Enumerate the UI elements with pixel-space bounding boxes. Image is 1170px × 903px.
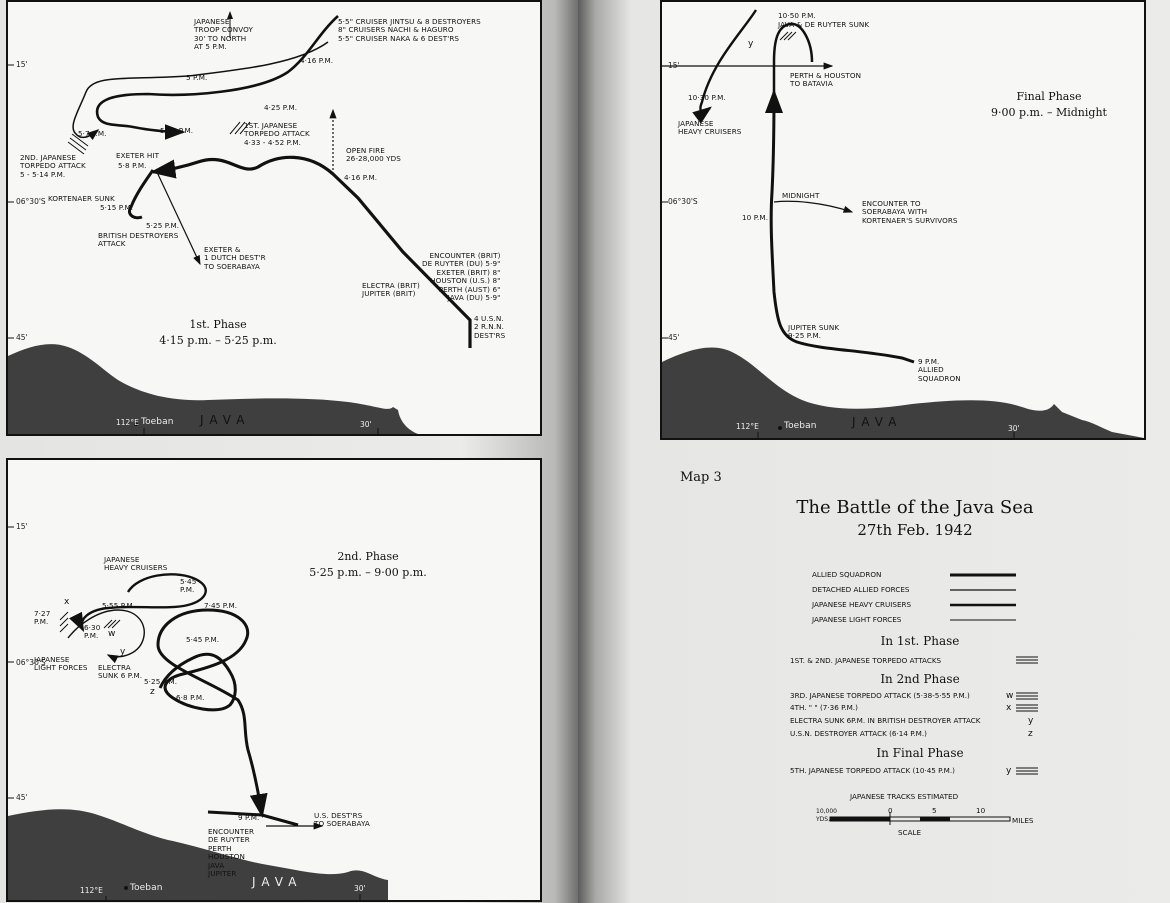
phase-2-title: 2nd. Phase [337, 550, 399, 563]
subtitle: 27th Feb. 1942 [857, 521, 973, 539]
map-phase-2-graphics [8, 460, 540, 900]
legend-phase2-key-w: w [1006, 691, 1014, 701]
t745-label: 7·45 P.M. [204, 601, 238, 610]
legend-phase2-key-x: x [1006, 703, 1012, 713]
kortenaer-label: KORTENAER SUNK [48, 194, 115, 203]
java-coastline [662, 347, 1144, 438]
w-label: w [108, 629, 116, 639]
usn-label: 4 U.S.N. 2 R.N.N. DEST'RS [474, 314, 506, 340]
map-final-phase [660, 0, 1146, 440]
lon-112-tick: 112°E [116, 418, 139, 427]
lat-45-tick: 45' [16, 333, 28, 342]
legend-japanese-light: JAPANESE LIGHT FORCES [812, 615, 902, 624]
lat-15-tick: 15' [16, 522, 28, 531]
exeter-detached-track [156, 170, 200, 264]
open-fire-label: OPEN FIRE 26-28,000 YDS [346, 146, 401, 164]
allied-squadron-track [771, 92, 914, 362]
legend-estimated: JAPANESE TRACKS ESTIMATED [850, 792, 959, 801]
lon-112-tick: 112°E [736, 422, 759, 431]
allied-list-label: ENCOUNTER (BRIT) DE RUYTER (DU) 5·9" EXETER (BRIT) 8" HOUSTON (U.S.) 8" PERTH (AUST) 6" JAVA (DU) 5·9" [422, 251, 501, 303]
map-phase-1 [6, 0, 542, 436]
scale-miles: MILES [1012, 816, 1034, 825]
midnight-label: MIDNIGHT [782, 191, 820, 200]
light-forces-label: JAPANESE LIGHT FORCES [34, 655, 88, 673]
lat-0630-tick: 06°30'S [668, 197, 698, 206]
t416a-label: 4·16 P.M. [300, 56, 334, 65]
legend-phase2-key-y: y [1028, 716, 1034, 726]
t9pm-label: 9 P.M. ALLIED SQUADRON [918, 357, 961, 383]
t1030-label: 10·30 P.M. [688, 93, 726, 102]
encounter-label: ENCOUNTER TO SOERABAYA WITH KORTENAER'S SURVIVORS [862, 199, 958, 225]
legend-phase2-row-y: ELECTRA SUNK 6P.M. IN BRITISH DESTROYER ATTACK [790, 716, 981, 725]
t1050-label: 10·50 P.M. [778, 11, 816, 20]
british-attack-label: BRITISH DESTROYERS ATTACK [98, 231, 179, 249]
t9pm-label: 9 P.M. [238, 813, 260, 822]
lat-0630-tick: 06°30'S [16, 658, 46, 667]
jupiter-sunk-label: JUPITER SUNK 9·25 P.M. [788, 323, 840, 341]
legend-final-row: 5TH. JAPANESE TORPEDO ATTACK (10·45 P.M.) [790, 766, 955, 775]
phase-1-title: 1st. Phase [189, 318, 247, 331]
t68-label: 6·8 P.M. [176, 693, 205, 702]
t555-label: 5·55 P.M. [102, 601, 136, 610]
legend-phase2-row-w: 3RD. JAPANESE TORPEDO ATTACK (5·38-5·55 P.M.) [790, 691, 970, 700]
legend-detached-allied: DETACHED ALLIED FORCES [812, 585, 910, 594]
legend-phase2-row-x: 4TH. " " (7·36 P.M.) [790, 703, 858, 712]
scale-label: SCALE [898, 828, 922, 837]
cruisers-label: 5·5" CRUISER JINTSU & 8 DESTROYERS 8" CRUISERS NACHI & HAGURO 5·5" CRUISER NAKA & 6 DEST'RS [338, 17, 481, 43]
legend-final-key: y [1006, 766, 1012, 776]
lon-112-tick: 112°E [80, 886, 103, 895]
electra-jupiter-label: ELECTRA (BRIT) JUPITER (BRIT) [362, 281, 420, 299]
t58-label: 5·8 P.M. [118, 161, 147, 170]
toeban-label: Toeban [784, 421, 817, 431]
left-page [0, 0, 578, 903]
heavy-cruisers-label: JAPANESE HEAVY CRUISERS [104, 555, 168, 573]
lon-30-tick: 30' [354, 884, 366, 893]
scale-tick-0: 0 [888, 806, 893, 815]
legend [790, 560, 1080, 860]
us-dest-label: U.S. DEST'RS TO SOERABAYA [314, 811, 370, 829]
encounter-track [774, 201, 852, 212]
main-title [770, 497, 1060, 541]
final-phase-time: 9·00 p.m. – Midnight [991, 106, 1107, 119]
t10pm-label: 10 P.M. [742, 213, 769, 222]
t545b-label: 5·45 P.M. [186, 635, 220, 644]
scale-yds-label: 10,000 YDS. [816, 808, 837, 823]
map-phase-1-graphics [8, 2, 540, 434]
java-label: JAVA [852, 415, 903, 429]
t425-label: 4·25 P.M. [264, 103, 298, 112]
t525-label: 5·25 P.M. [160, 126, 194, 135]
legend-phase1-row: 1ST. & 2ND. JAPANESE TORPEDO ATTACKS [790, 656, 942, 665]
lon-30-tick: 30' [1008, 424, 1020, 433]
t525-label: 5·25 P.M. [144, 677, 178, 686]
map-phase-2 [6, 458, 542, 902]
scale-tick-5: 5 [932, 806, 937, 815]
attack1-label: 1ST. JAPANESE TORPEDO ATTACK 4·33 - 4·52 P.M. [244, 121, 310, 147]
heavy-cruisers-label: JAPANESE HEAVY CRUISERS [678, 119, 742, 137]
title: The Battle of the Java Sea [796, 497, 1034, 518]
perth-houston-label: PERTH & HOUSTON TO BATAVIA [790, 71, 862, 89]
y-label: y [748, 39, 754, 49]
legend-allied-squadron: ALLIED SQUADRON [812, 570, 882, 579]
legend-phase2-key-z: z [1028, 729, 1033, 739]
lat-15-tick: 15' [16, 60, 28, 69]
legend-head-phase2: In 2nd Phase [880, 672, 960, 686]
ships-list-label: ENCOUNTER DE RUYTER PERTH HOUSTON JAVA JUPITER [208, 827, 255, 879]
legend-head-final: In Final Phase [876, 746, 964, 760]
toeban-label: Toeban [141, 417, 174, 427]
exeter-dest-label: EXETER & 1 DUTCH DEST'R TO SOERABAYA [204, 245, 266, 271]
t515-label: 5·15 P.M. [100, 203, 134, 212]
t57-label: 5·7 P.M. [78, 129, 107, 138]
legend-head-phase1: In 1st. Phase [880, 634, 960, 648]
final-phase-title: Final Phase [1016, 90, 1082, 103]
lat-0630-tick: 06°30'S [16, 197, 46, 206]
toeban-label: Toeban [130, 883, 163, 893]
electra-sunk-label: ELECTRA SUNK 6 P.M. [98, 663, 143, 681]
scale-tick-10: 10 [976, 806, 986, 815]
t5pm-label: 5 P.M. [186, 73, 208, 82]
japanese-light-track [68, 610, 144, 657]
java-label: JAVA [200, 413, 251, 427]
z-label: z [150, 687, 155, 697]
t727-label: 7·27 P.M. [34, 609, 51, 627]
x-label: x [64, 597, 70, 607]
sunk-label: JAVA & DE RUYTER SUNK [778, 20, 870, 29]
java-label: JAVA [252, 875, 303, 889]
lon-30-tick: 30' [360, 420, 372, 429]
exeter-hit-label: EXETER HIT [116, 151, 160, 160]
t630-label: 6·30 P.M. [84, 623, 101, 641]
phase-1-time: 4·15 p.m. – 5·25 p.m. [159, 334, 277, 347]
convoy-label: JAPANESE TROOP CONVOY 30' TO NORTH AT 5 P.M. [194, 17, 254, 52]
t545a-label: 5·45 P.M. [180, 577, 197, 595]
attack2-label: 2ND. JAPANESE TORPEDO ATTACK 5 - 5·14 P.M. [20, 153, 86, 179]
legend-japanese-heavy: JAPANESE HEAVY CRUISERS [812, 600, 912, 609]
phase-2-time: 5·25 p.m. – 9·00 p.m. [309, 566, 427, 579]
t525b-label: 5·25 P.M. [146, 221, 180, 230]
t416b-label: 4·16 P.M. [344, 173, 378, 182]
lat-45-tick: 45' [668, 333, 680, 342]
map-number: Map 3 [680, 470, 722, 485]
legend-phase2-row-z: U.S.N. DESTROYER ATTACK (6·14 P.M.) [790, 729, 927, 738]
lat-15-tick: 15' [668, 61, 680, 70]
y-label: y [120, 647, 126, 657]
lat-45-tick: 45' [16, 793, 28, 802]
